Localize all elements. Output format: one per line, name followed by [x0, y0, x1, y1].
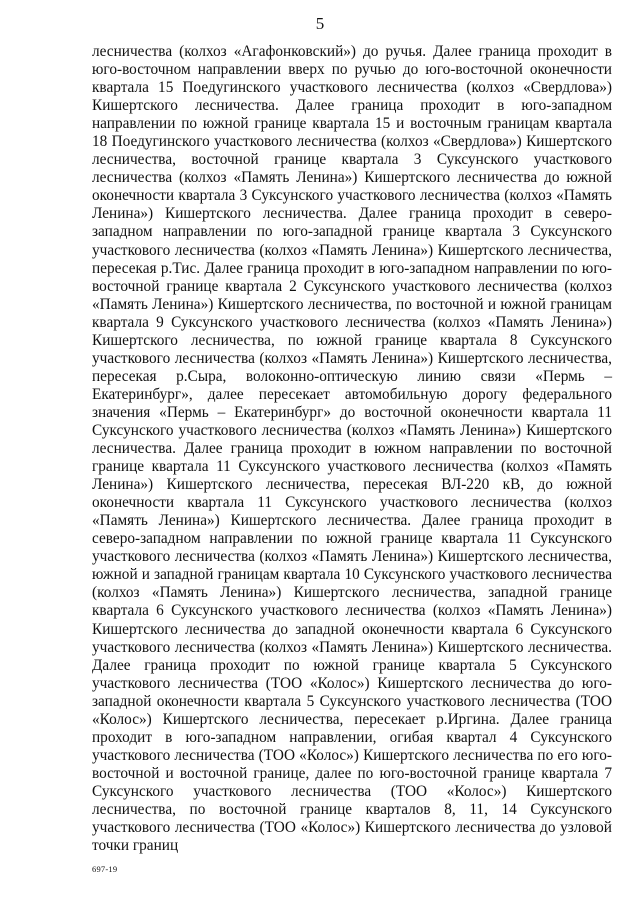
document-code: 697-19	[92, 864, 118, 874]
body-paragraph: лесничества (колхоз «Агафонковский») до ручья. Далее граница проходит в юго-восточном направлении вверх по ручью до юго-восточной оконечности квартала 15 Поедугинского участкового лесничества (колхоз «Свердлова») Кишертского лесничества. Далее граница проходит в юго-западном направлении по южной границе квартала 15 и восточным границам квартала 18 Поедугинского участкового лесничества (колхоз «Свердлова») Кишертского лесничества, восточной границе квартала 3 Суксунского участкового лесничества (колхоз «Память Ленина») Кишертского лесничества до южной оконечности квартала 3 Суксунского участкового лесничества (колхоз «Память Ленина») Кишертского лесничества. Далее граница проходит в северо-западном направлении по юго-западной границе квартала 3 Суксунского участкового лесничества (колхоз «Память Ленина») Кишертского лесничества, пересекая р.Тис. Далее граница проходит в юго-западном направлении по юго-восточной границе квартала 2 Суксунского участкового лесничества (колхоз «Память Ленина») Кишертского лесничества, по восточной и южной границам квартала 9 Суксунского участкового лесничества (колхоз «Память Ленина») Кишертского лесничества, по южной границе квартала 8 Суксунского участкового лесничества (колхоз «Память Ленина») Кишертского лесничества, пересекая р.Сыра, волоконно-оптическую линию связи «Пермь – Екатеринбург», далее пересекает автомобильную дорогу федерального значения «Пермь – Екатеринбург» до восточной оконечности квартала 11 Суксунского участкового лесничества (колхоз «Память Ленина») Кишертского лесничества. Далее граница проходит в южном направлении по восточной границе квартала 11 Суксунского участкового лесничества (колхоз «Память Ленина») Кишертского лесничества, пересекая ВЛ-220 кВ, до южной оконечности квартала 11 Суксунского участкового лесничества (колхоз «Память Ленина») Кишертского лесничества. Далее граница проходит в северо-западном направлении по южной границе квартала 11 Суксунского участкового лесничества (колхоз «Память Ленина») Кишертского лесничества, южной и западной границам квартала 10 Суксунского участкового лесничества (колхоз «Память Ленина») Кишертского лесничества, западной границе квартала 6 Суксунского участкового лесничества (колхоз «Память Ленина») Кишертского лесничества до западной оконечности квартала 6 Суксунского участкового лесничества (колхоз «Память Ленина») Кишертского лесничества. Далее граница проходит по южной границе квартала 5 Суксунского участкового лесничества (ТОО «Колос») Кишертского лесничества до юго-западной оконечности квартала 5 Суксунского участкового лесничества (ТОО «Колос») Кишертского лесничества, пересекает р.Иргина. Далее граница проходит в юго-западном направлении, огибая квартал 4 Суксунского участкового лесничества (ТОО «Колос») Кишертского лесничества по его юго-восточной и восточной границе, далее по юго-восточной границе квартала 7 Суксунского участкового лесничества (ТОО «Колос») Кишертского лесничества, по восточной границе кварталов 8, 11, 14 Суксунского участкового лесничества (ТОО «Колос») Кишертского лесничества до узловой точки границ	[92, 43, 612, 855]
page-number: 5	[315, 14, 325, 33]
